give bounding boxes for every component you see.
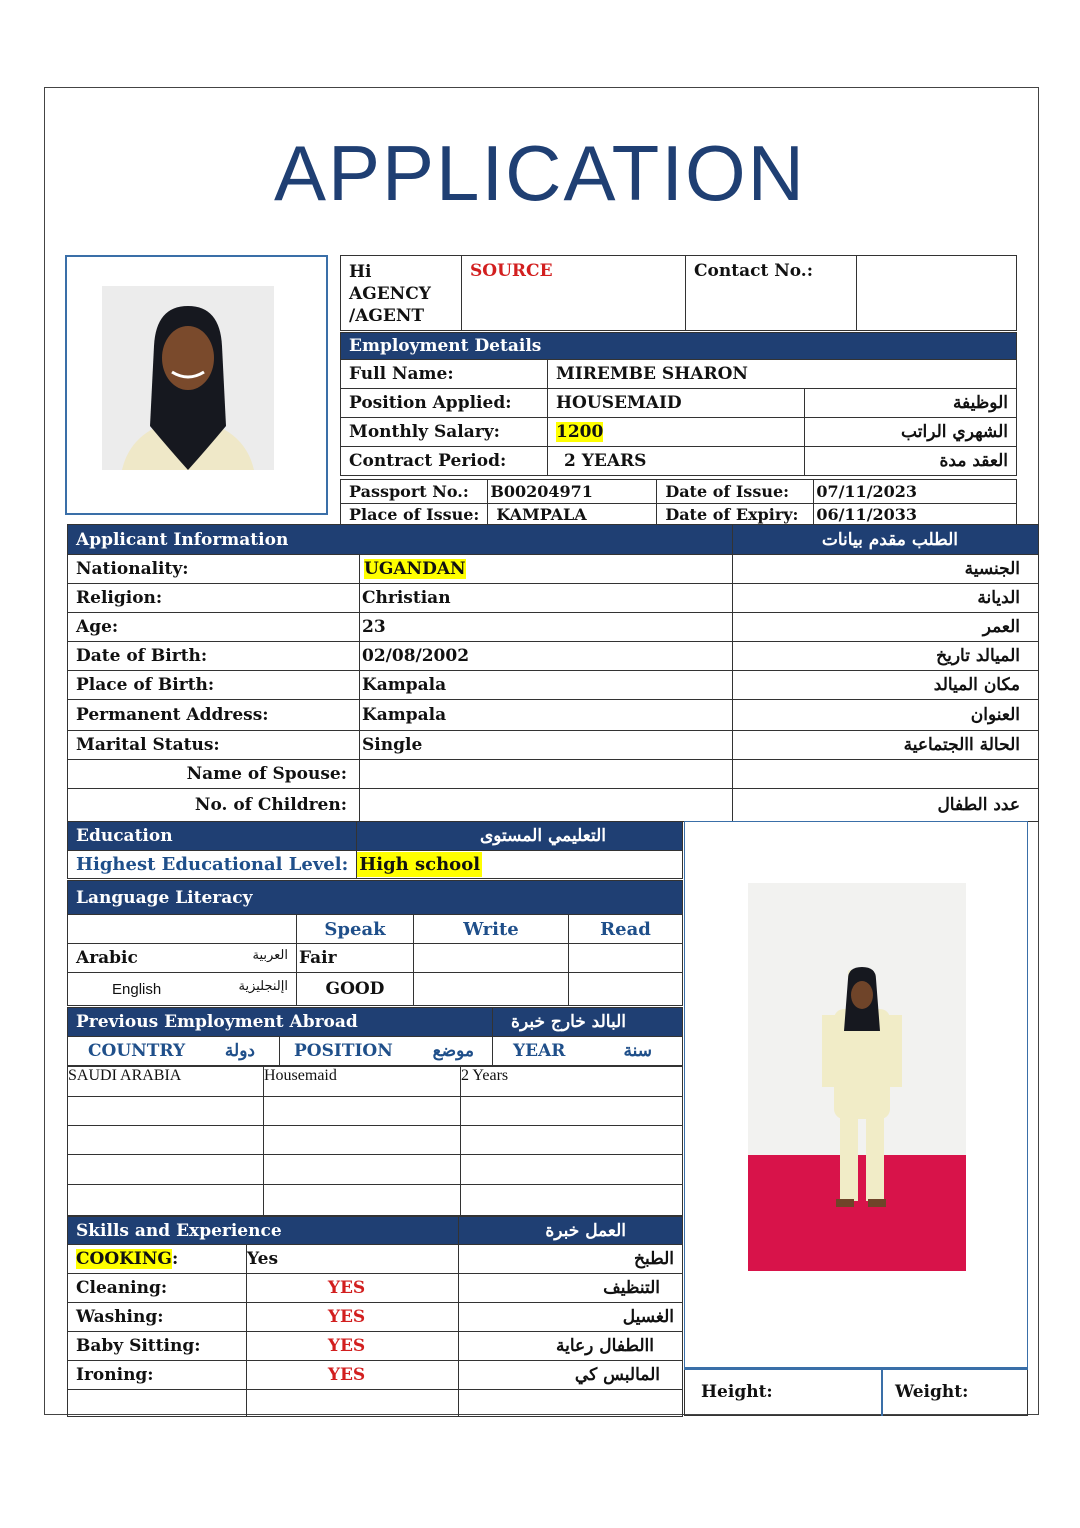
english-language-arabic: اإلنجليزية	[238, 979, 288, 994]
cooking-colon: :	[171, 1249, 179, 1269]
education-level-value: High school	[359, 854, 481, 875]
marital-arabic: الحالة االجتماعية	[733, 731, 1039, 760]
arabic-language-label: Arabic	[76, 948, 138, 968]
ironing-arabic: المالبس كي	[459, 1361, 683, 1390]
babysitting-label: Baby Sitting:	[68, 1332, 247, 1361]
washing-value: YES	[247, 1303, 459, 1332]
passport-no-value: B00204971	[488, 480, 657, 504]
salary-value: 1200	[556, 422, 604, 442]
table-row	[68, 1097, 683, 1126]
babysitting-value: YES	[247, 1332, 459, 1361]
cleaning-arabic: التنظيف	[459, 1274, 683, 1303]
table-row	[68, 1067, 683, 1097]
english-read	[569, 973, 683, 1006]
age-label: Age:	[68, 613, 360, 642]
arabic-language-arabic: العربية	[252, 948, 288, 963]
cooking-label-cell	[68, 1245, 247, 1274]
row-year	[461, 1155, 683, 1185]
contract-label: Contract Period:	[341, 447, 548, 476]
english-language-cell	[68, 973, 297, 1006]
dob-value: 02/08/2002	[360, 642, 733, 671]
row-position	[264, 1155, 461, 1185]
read-header: Read	[569, 915, 683, 944]
passport-photo	[102, 286, 274, 470]
english-language-label: English	[112, 981, 162, 998]
children-arabic: عدد الطفال	[733, 789, 1039, 822]
pob-arabic: مكان الميالد	[733, 671, 1039, 700]
contract-arabic: العقد مدة	[805, 447, 1017, 476]
cooking-value: Yes	[247, 1245, 459, 1274]
marital-label: Marital Status:	[68, 731, 360, 760]
children-value[interactable]	[360, 789, 733, 822]
full-name-label: Full Name:	[341, 360, 548, 389]
agency-line-1: Hi	[349, 262, 372, 282]
prev-employment-heading: Previous Employment Abroad	[68, 1008, 493, 1037]
pob-label: Place of Birth:	[68, 671, 360, 700]
issue-date-value: 07/11/2023	[814, 480, 1017, 504]
row-position	[264, 1126, 461, 1155]
address-value: Kampala	[360, 700, 733, 731]
nationality-value: UGANDAN	[364, 559, 466, 579]
country-header-arabic: دولة	[224, 1041, 255, 1061]
row-country	[68, 1097, 264, 1126]
position-header-cell	[280, 1037, 493, 1066]
issue-date-label: Date of Issue:	[657, 480, 814, 504]
row-year	[461, 1097, 683, 1126]
pob-value: Kampala	[360, 671, 733, 700]
row-country	[68, 1126, 264, 1155]
ironing-value: YES	[247, 1361, 459, 1390]
year-header-arabic: سنة	[623, 1041, 652, 1061]
passport-no-label: Passport No.:	[341, 480, 488, 504]
dob-arabic: الميالد تاريخ	[733, 642, 1039, 671]
ironing-label: Ironing:	[68, 1361, 247, 1390]
cleaning-value: YES	[247, 1274, 459, 1303]
year-header-cell	[493, 1037, 683, 1066]
english-write	[414, 973, 569, 1006]
spouse-arabic	[733, 760, 1039, 789]
row-position: Housemaid	[264, 1067, 461, 1097]
row-position	[264, 1097, 461, 1126]
salary-value-cell	[548, 418, 805, 447]
country-header: COUNTRY	[88, 1041, 186, 1061]
row-country	[68, 1155, 264, 1185]
position-header-arabic: موضع	[432, 1041, 474, 1061]
cooking-arabic: الطبخ	[459, 1245, 683, 1274]
position-label: Position Applied:	[341, 389, 548, 418]
arabic-language-cell	[68, 944, 297, 973]
prev-employment-heading-arabic: البالد خارج خبرة	[493, 1008, 683, 1037]
marital-value: Single	[360, 731, 733, 760]
dob-label: Date of Birth:	[68, 642, 360, 671]
applicant-heading-arabic: الطلب مقدم بيانات	[733, 525, 1039, 555]
babysitting-arabic: االطفال رعاية	[459, 1332, 683, 1361]
row-country	[68, 1185, 264, 1216]
religion-label: Religion:	[68, 584, 360, 613]
agency-label	[341, 256, 462, 331]
education-heading: Education	[68, 822, 357, 851]
english-speak: GOOD	[297, 973, 414, 1006]
year-header: YEAR	[513, 1041, 566, 1061]
write-header: Write	[414, 915, 569, 944]
row-country: SAUDI ARABIA	[68, 1067, 264, 1097]
spouse-label: Name of Spouse:	[68, 760, 360, 789]
skills-heading: Skills and Experience	[68, 1217, 459, 1245]
position-arabic: الوظيفة	[805, 389, 1017, 418]
country-header-cell	[68, 1037, 280, 1066]
religion-value: Christian	[360, 584, 733, 613]
age-value: 23	[360, 613, 733, 642]
speak-header: Speak	[297, 915, 414, 944]
table-row	[68, 1155, 683, 1185]
position-value: HOUSEMAID	[548, 389, 805, 418]
height-label: Height:	[685, 1369, 883, 1415]
expiry-date-label: Date of Expiry:	[657, 504, 814, 526]
address-label: Permanent Address:	[68, 700, 360, 731]
cooking-label: COOKING	[76, 1249, 172, 1269]
row-year: 2 Years	[461, 1067, 683, 1097]
nationality-arabic: الجنسية	[733, 555, 1039, 584]
agency-line-2: AGENCY	[349, 284, 431, 304]
full-name-value: MIREMBE SHARON	[548, 360, 1017, 389]
row-position	[264, 1185, 461, 1216]
applicant-heading: Applicant Information	[68, 525, 733, 555]
cleaning-label: Cleaning:	[68, 1274, 247, 1303]
arabic-write	[414, 944, 569, 973]
contact-value[interactable]	[857, 256, 1017, 331]
contact-label: Contact No.:	[686, 256, 857, 331]
position-header: POSITION	[294, 1041, 393, 1061]
weight-label: Weight:	[882, 1369, 1028, 1415]
employment-heading: Employment Details	[341, 333, 1017, 360]
language-heading: Language Literacy	[68, 881, 683, 915]
salary-label: Monthly Salary:	[341, 418, 548, 447]
table-row	[68, 1126, 683, 1155]
expiry-date-value: 06/11/2033	[814, 504, 1017, 526]
contract-value: 2 YEARS	[548, 447, 805, 476]
washing-label: Washing:	[68, 1303, 247, 1332]
full-body-photo	[748, 883, 966, 1271]
religion-arabic: الديانة	[733, 584, 1039, 613]
education-heading-arabic: التعليمي المستوى	[357, 822, 683, 851]
nationality-label: Nationality:	[68, 555, 360, 584]
education-level-label: Highest Educational Level:	[68, 851, 357, 879]
source-label: SOURCE	[462, 256, 686, 331]
address-arabic: العنوان	[733, 700, 1039, 731]
arabic-read	[569, 944, 683, 973]
arabic-speak: Fair	[297, 944, 414, 973]
salary-arabic: الشهري الراتب	[805, 418, 1017, 447]
page-title: APPLICATION	[273, 129, 806, 217]
row-year	[461, 1185, 683, 1216]
washing-arabic: الغسيل	[459, 1303, 683, 1332]
row-year	[461, 1126, 683, 1155]
table-row	[68, 1185, 683, 1216]
age-arabic: العمر	[733, 613, 1039, 642]
skills-heading-arabic: العمل خبرة	[459, 1217, 683, 1245]
children-label: No. of Children:	[68, 789, 360, 822]
agency-line-3: /AGENT	[349, 306, 425, 326]
place-issue-value: KAMPALA	[488, 504, 657, 526]
spouse-value[interactable]	[360, 760, 733, 789]
place-issue-label: Place of Issue:	[341, 504, 488, 526]
